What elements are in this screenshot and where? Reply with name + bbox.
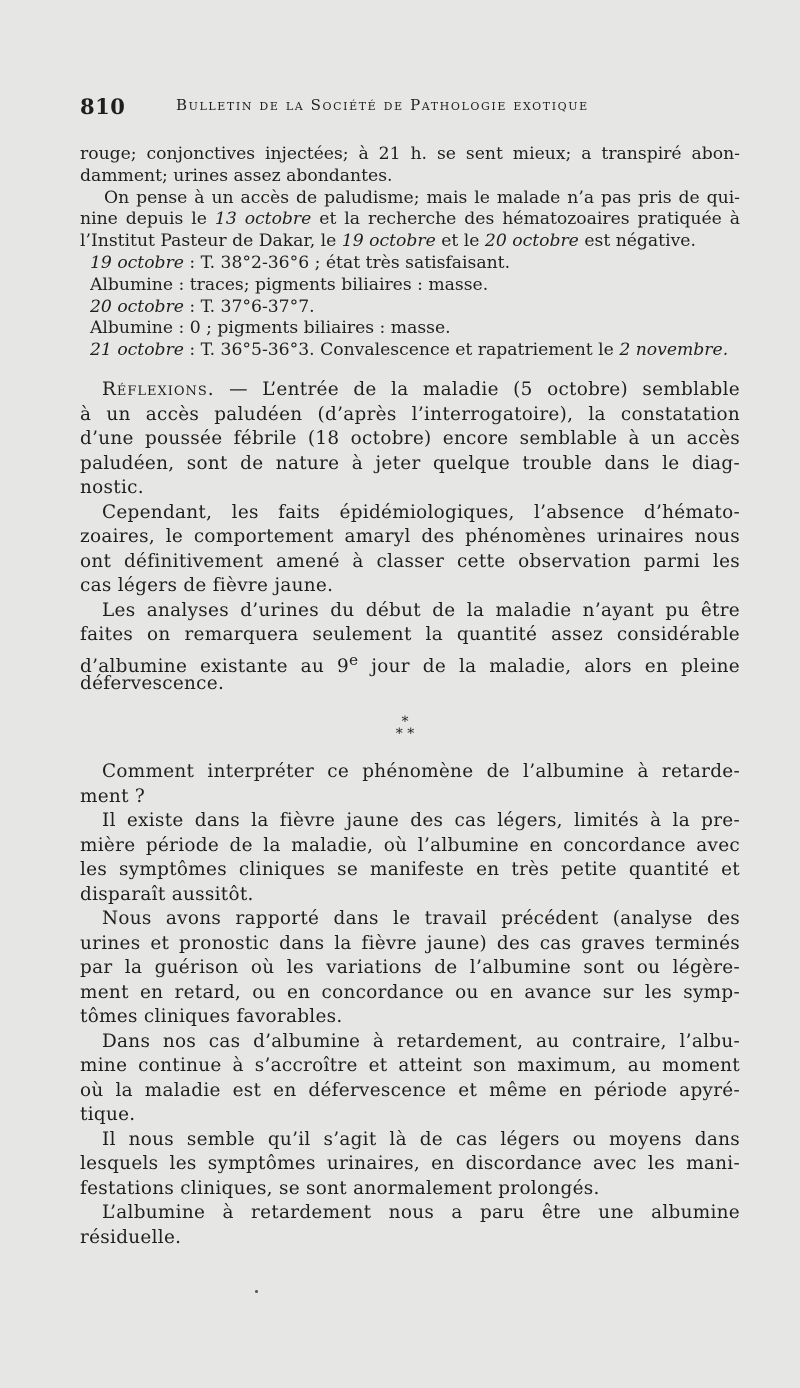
section-heading: Réflexions. [102,379,215,400]
text-line: Réflexions. — L’entrée de la maladie (5 octobre) semblable [102,379,740,400]
running-title: Bulletin de la Société de Pathologie exotique [176,96,589,114]
text-line: On pense à un accès de paludisme; mais le malade n’a pas pris de qui- [104,187,740,208]
text-line: nostic. [80,477,144,498]
text-line: faites on remarquera seulement la quantité assez considérable [80,624,740,645]
asterism-top: * [401,714,409,730]
text-line: ont définitivement amené à classer cette observation parmi les [80,550,740,572]
asterism-bottom: * * [395,726,415,742]
text-line: d’albumine existante au 9e jour de la maladie, alors en pleine [80,650,740,677]
text-line: tique. [80,1104,136,1125]
reflexions-section [80,378,740,697]
text-line: Cependant, les faits épidémiologiques, l’absence d’hémato- [102,501,740,523]
text-line: à un accès paludéen (d’après l’interrogatoire), la constatation [80,403,740,425]
text-line: rouge; conjonctives injectées; à 21 h. se sent mieux; a transpiré abon- [80,144,740,164]
text-line: tômes cliniques favorables. [80,1006,343,1027]
text-line: l’Institut Pasteur de Dakar, le 19 octobre et le 20 octobre est négative. [80,231,696,252]
text-line: ment ? [80,785,146,807]
text-line: Il nous semble qu’il s’agit là de cas légers ou moyens dans [102,1128,740,1150]
page-number: 810 [80,94,126,119]
text-line: festations cliniques, se sont anormalement prolongés. [80,1177,600,1199]
ink-speck [255,1290,258,1293]
date-entry: 19 octobre [90,252,184,273]
asterism [380,716,430,740]
text-line: Les analyses d’urines du début de la maladie n’ayant pu être [102,599,740,621]
page-header [80,94,740,122]
text-line: mière période de la maladie, où l’albumine en concordance avec [80,834,740,856]
text-line: nine depuis le 13 octobre et la recherche des hématozoaires pratiquée à [80,209,741,230]
text-line: Nous avons rapporté dans le travail précédent (analyse des [102,908,740,929]
discussion-section [80,760,740,1250]
text-line: zoaires, le comportement amaryl des phénomènes urinaires nous [80,526,740,547]
date-reference: 19 octobre [341,231,436,252]
date-entry: 20 octobre [90,296,184,317]
text-line: Albumine : 0 ; pigments biliaires : masse. [90,318,451,339]
text-line: mine continue à s’accroître et atteint son maximum, au moment [80,1055,740,1076]
date-reference: 2 novembre. [619,340,729,361]
text-line: d’une poussée fébrile (18 octobre) encore semblable à un accès [80,428,740,449]
text-line: par la guérison où les variations de l’albumine sont ou légère- [80,957,740,978]
text-line: les symptômes cliniques se manifeste en très petite quantité et [80,859,740,880]
text-line: paludéen, sont de nature à jeter quelque trouble dans le diag- [80,452,740,474]
text-line: 19 octobre : T. 38°2-36°6 ; état très satisfaisant. [90,252,511,273]
text-line: disparaît aussitôt. [80,883,254,905]
text-line: lesquels les symptômes urinaires, en discordance avec les mani- [80,1153,740,1174]
date-reference: 20 octobre [484,231,579,252]
text-line: résiduelle. [80,1226,182,1248]
text-line: 21 octobre : T. 36°5-36°3. Convalescence et rapatriement le 2 novembre. [90,340,729,361]
text-line: Dans nos cas d’albumine à retardement, au contraire, l’albu- [102,1030,740,1052]
superscript: e [349,650,359,669]
text-line: cas légers de fièvre jaune. [80,575,334,596]
text-line: où la maladie est en défervescence et même en période apyré- [80,1079,740,1101]
text-line: 20 octobre : T. 37°6-37°7. [90,296,315,317]
date-reference: 13 octobre [214,209,312,230]
text-line: Albumine : traces; pigments biliaires : masse. [90,274,489,295]
text-line: défervescence. [80,673,225,694]
text-line: L’albumine à retardement nous a paru être une albumine [102,1202,740,1223]
text-line: damment; urines assez abondantes. [80,165,393,186]
text-line: urines et pronostic dans la fièvre jaune) des cas graves terminés [80,932,740,954]
date-entry: 21 octobre [90,340,184,361]
case-notes [80,144,740,362]
text-line: ment en retard, ou en concordance ou en avance sur les symp- [80,981,740,1003]
text-line: Il existe dans la fièvre jaune des cas légers, limités à la pre- [102,810,740,831]
text-line: Comment interpréter ce phénomène de l’albumine à retarde- [102,761,740,782]
